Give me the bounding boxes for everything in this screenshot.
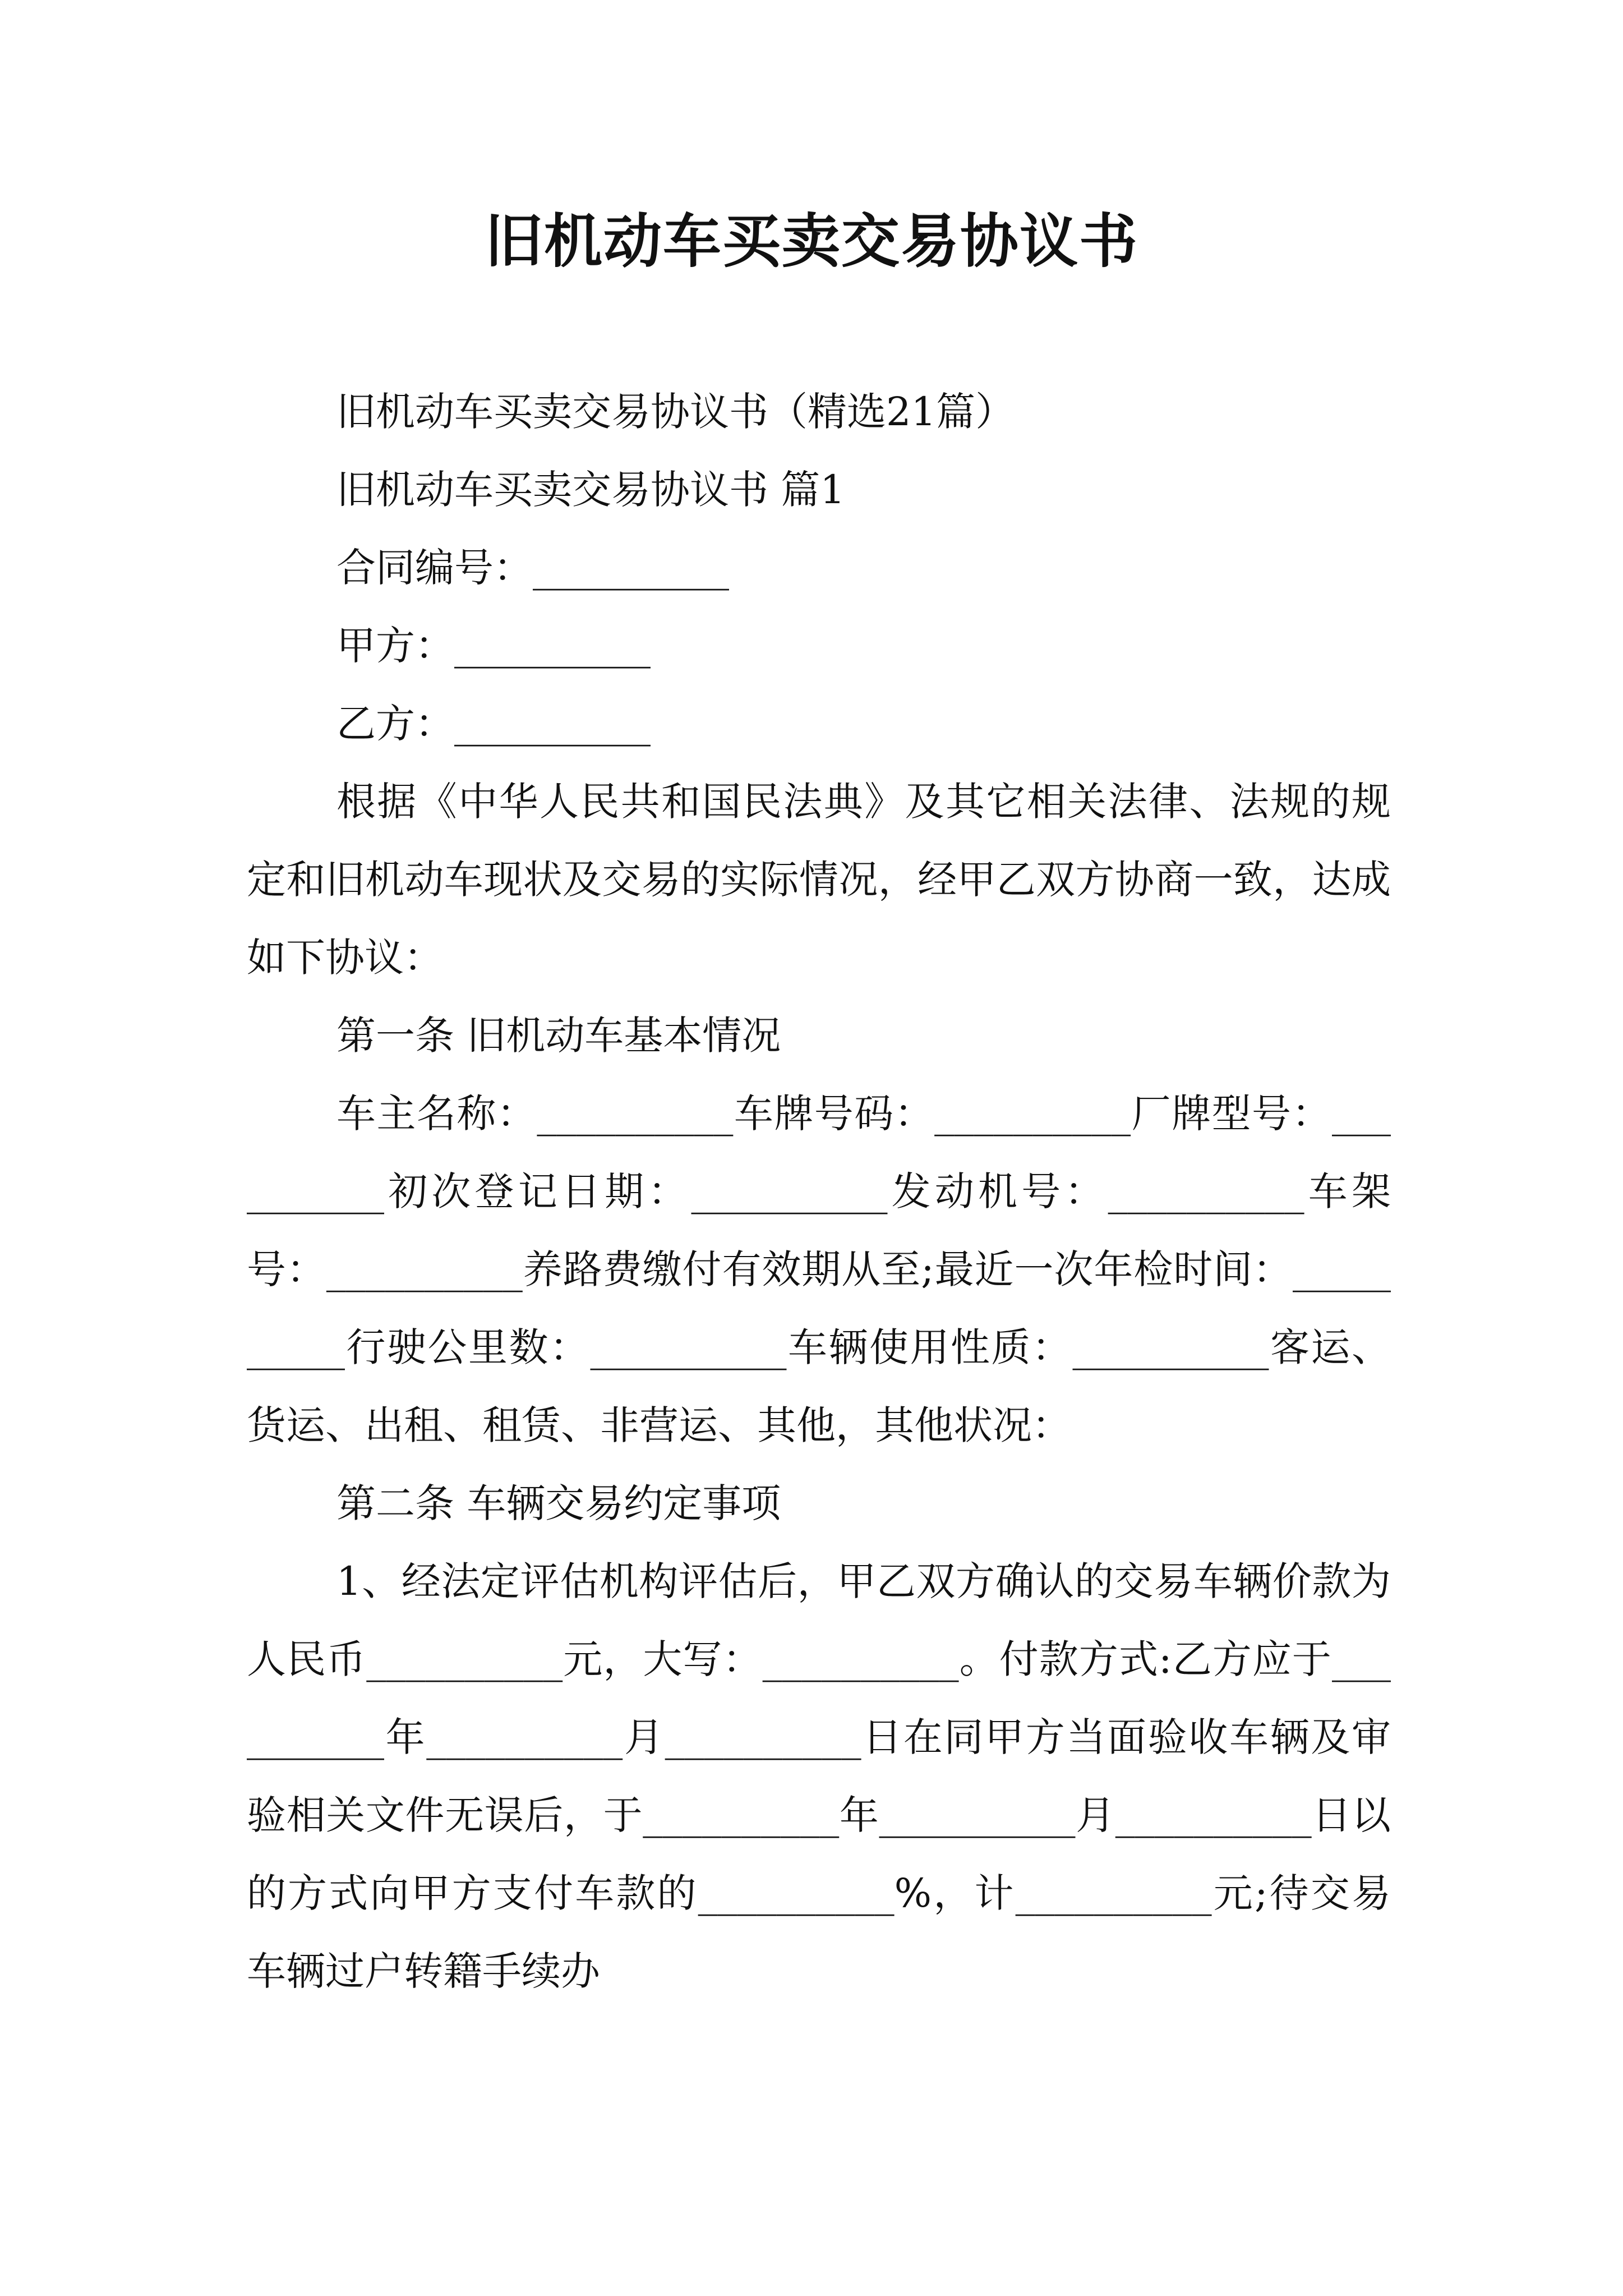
paragraph-article-2-heading: 第二条 车辆交易约定事项 (336, 1480, 781, 1526)
paragraph-party-b: 乙方：__________ (336, 701, 651, 747)
paragraph-subtitle: 旧机动车买卖交易协议书（精选21篇） (336, 389, 1015, 435)
paragraph-party-a: 甲方：__________ (336, 623, 651, 669)
document-title: 旧机动车买卖交易协议书 (484, 206, 1138, 275)
paragraph-contract-number: 合同编号：__________ (336, 545, 729, 591)
document-body (247, 373, 1391, 2010)
paragraph-preamble: 根据《中华人民共和国民法典》及其它相关法律、法规的规定和旧机动车现状及交易的实际情况，经甲乙双方协商一致，达成如下协议： (247, 779, 1391, 981)
paragraph-vehicle-info: 车主名称：__________车牌号码：__________厂牌型号：__________初次登记日期：__________发动机号：__________车架号：__________养路费缴付有效期从至;最近一次年检时间：__________行驶公里数：__________车辆使用性质：__________客运、货运、出租、租赁、非营运、其他，其他状况： (247, 1091, 1391, 1448)
paragraph-payment-terms: 1、经法定评估机构评估后，甲乙双方确认的交易车辆价款为人民币__________元，大写：__________。付款方式:乙方应于__________年__________月__________日在同甲方当面验收车辆及审验相关文件无误后，于__________年__________月__________日以的方式向甲方支付车款的__________%，计__________元;待交易车辆过户转籍手续办 (247, 1558, 1391, 1994)
paragraph-article-1-heading: 第一条 旧机动车基本情况 (336, 1013, 781, 1059)
paragraph-section-heading: 旧机动车买卖交易协议书 篇1 (336, 467, 845, 513)
